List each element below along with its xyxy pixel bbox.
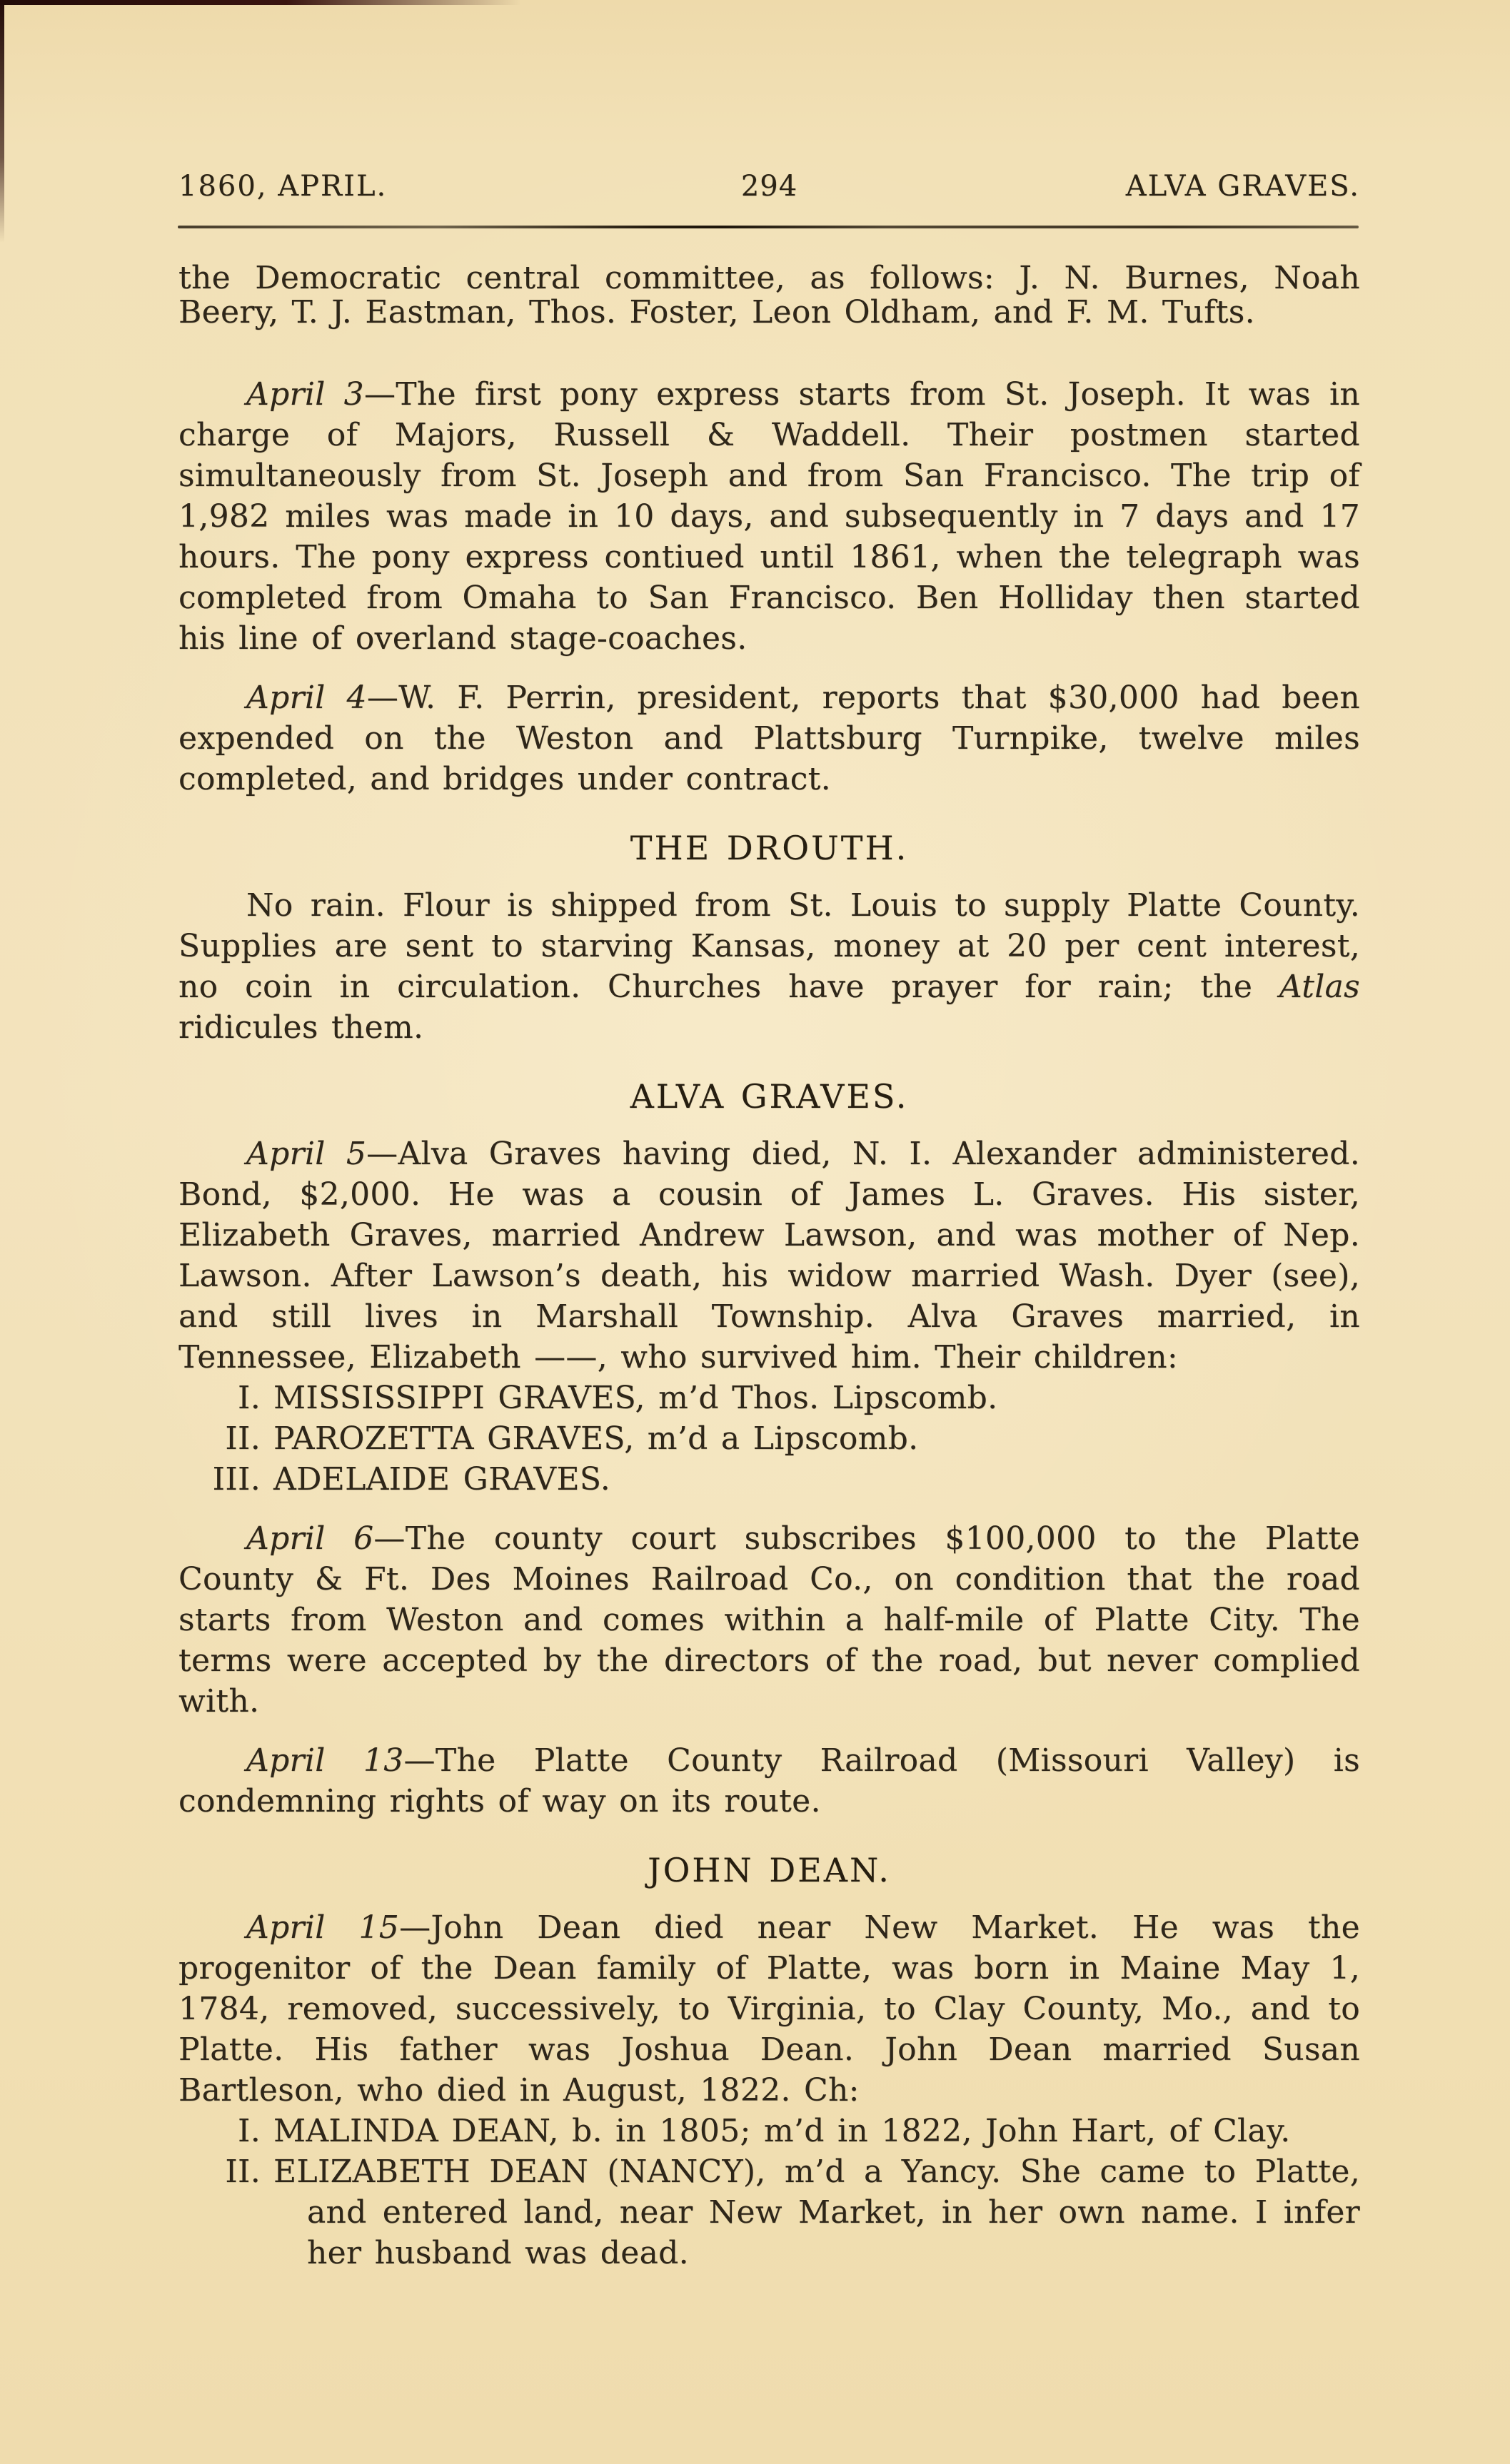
section-heading-drouth: THE DROUTH. bbox=[630, 829, 909, 867]
entry-date: April 13 bbox=[246, 1742, 404, 1779]
entry-text: —W. F. Perrin, president, reports that $30,000 had been expended on the Weston and Plattsburg Turnpike, twelve miles completed, and bridges under contract. bbox=[178, 680, 1360, 797]
list-item-text: ELIZABETH DEAN (NANCY), m’d a Yancy. She came to Platte, and entered land, near New Market, in her own name. I infer her husband was dead. bbox=[273, 2154, 1360, 2271]
roman-numeral: II. bbox=[225, 1420, 261, 1457]
list-item-text: MISSISSIPPI GRAVES, m’d Thos. Lipscomb. bbox=[273, 1380, 998, 1416]
entry-text: —The Platte County Railroad (Missouri Valley) is condemning rights of way on its route. bbox=[178, 1742, 1360, 1819]
entry-date: April 5 bbox=[246, 1136, 367, 1172]
scan-edge-left bbox=[0, 0, 4, 243]
roman-numeral: III. bbox=[212, 1461, 261, 1498]
entry-text: —Alva Graves having died, N. I. Alexander administered. Bond, $2,000. He was a cousin of James L. Graves. His sister, Elizabeth Graves, married Andrew Lawson, and was mother of Nep. Lawson. After Lawson’s death, his widow married Wash. Dyer (see), and still lives in Marshall Township. Alva Graves married, in Tennessee, Elizabeth ——, who survived him. Their children: bbox=[178, 1136, 1361, 1375]
entry-date: April 4 bbox=[246, 680, 367, 716]
list-item-text: MALINDA DEAN, b. in 1805; m’d in 1822, John Hart, of Clay. bbox=[273, 2113, 1291, 2149]
entry-date: April 6 bbox=[246, 1520, 374, 1557]
children-list-dean bbox=[178, 2111, 1360, 2273]
running-header bbox=[178, 170, 1360, 203]
list-item-text: PAROZETTA GRAVES, m’d a Lipscomb. bbox=[273, 1420, 919, 1457]
page-body bbox=[178, 251, 1360, 2273]
section-heading-alva-graves: ALVA GRAVES. bbox=[630, 1077, 909, 1116]
entry-april-5 bbox=[178, 1133, 1360, 1378]
entry-april-13 bbox=[178, 1740, 1360, 1822]
header-section-label: ALVA GRAVES. bbox=[1125, 170, 1360, 203]
newspaper-name: Atlas bbox=[1279, 969, 1360, 1005]
entry-april-6 bbox=[178, 1518, 1360, 1722]
list-item bbox=[178, 1418, 1360, 1459]
paragraph-text: ridicules them. bbox=[178, 1009, 424, 1046]
children-list-graves bbox=[178, 1378, 1360, 1500]
section-heading-john-dean: JOHN DEAN. bbox=[648, 1851, 891, 1889]
entry-date: April 15 bbox=[246, 1909, 400, 1946]
list-item-text: ADELAIDE GRAVES. bbox=[273, 1461, 611, 1498]
entry-date: April 3 bbox=[246, 376, 364, 413]
list-item bbox=[178, 2111, 1360, 2151]
paragraph-continued bbox=[178, 261, 1360, 330]
header-date-label: 1860, APRIL. bbox=[178, 170, 388, 203]
paragraph-text: the Democratic central committee, as follows: J. N. Burnes, Noah Beery, T. J. Eastman, Thos. Foster, Leon Oldham, and F. M. Tufts. bbox=[178, 260, 1360, 330]
entry-text: —The county court subscribes $100,000 to the Platte County & Ft. Des Moines Railroad Co., on condition that the road starts from Weston and comes within a half-mile of Platte City. The terms were accepted by the directors of the road, but never complied with. bbox=[178, 1520, 1360, 1720]
entry-text: —The first pony express starts from St. Joseph. It was in charge of Majors, Russell & Waddell. Their postmen started simultaneously from St. Joseph and from San Francisco. The trip of 1,982 miles was made in 10 days, and subsequently in 7 days and 17 hours. The pony express contiued until 1861, when the telegraph was completed from Omaha to San Francisco. Ben Holliday then started his line of overland stage-coaches. bbox=[178, 376, 1360, 657]
scan-edge-top bbox=[0, 0, 521, 5]
roman-numeral: I. bbox=[238, 2113, 261, 2149]
entry-april-4 bbox=[178, 677, 1360, 799]
header-rule bbox=[178, 226, 1359, 228]
roman-numeral: II. bbox=[225, 2154, 261, 2190]
list-item bbox=[178, 1459, 1360, 1500]
list-item bbox=[178, 1378, 1360, 1418]
entry-text: —John Dean died near New Market. He was the progenitor of the Dean family of Platte, was born in Maine May 1, 1784, removed, successively, to Virginia, to Clay County, Mo., and to Platte. His father was Joshua Dean. John Dean married Susan Bartleson, who died in August, 1822. Ch: bbox=[178, 1909, 1360, 2109]
roman-numeral: I. bbox=[238, 1380, 261, 1416]
entry-april-15 bbox=[178, 1907, 1360, 2111]
entry-april-3 bbox=[178, 374, 1360, 659]
page-number: 294 bbox=[740, 170, 798, 203]
paragraph-drouth bbox=[178, 885, 1360, 1048]
list-item bbox=[178, 2151, 1360, 2273]
paragraph-text: No rain. Flour is shipped from St. Louis to supply Platte County. Supplies are sent to starving Kansas, money at 20 per cent interest, no coin in circulation. Churches have prayer for rain; the bbox=[178, 887, 1360, 1005]
